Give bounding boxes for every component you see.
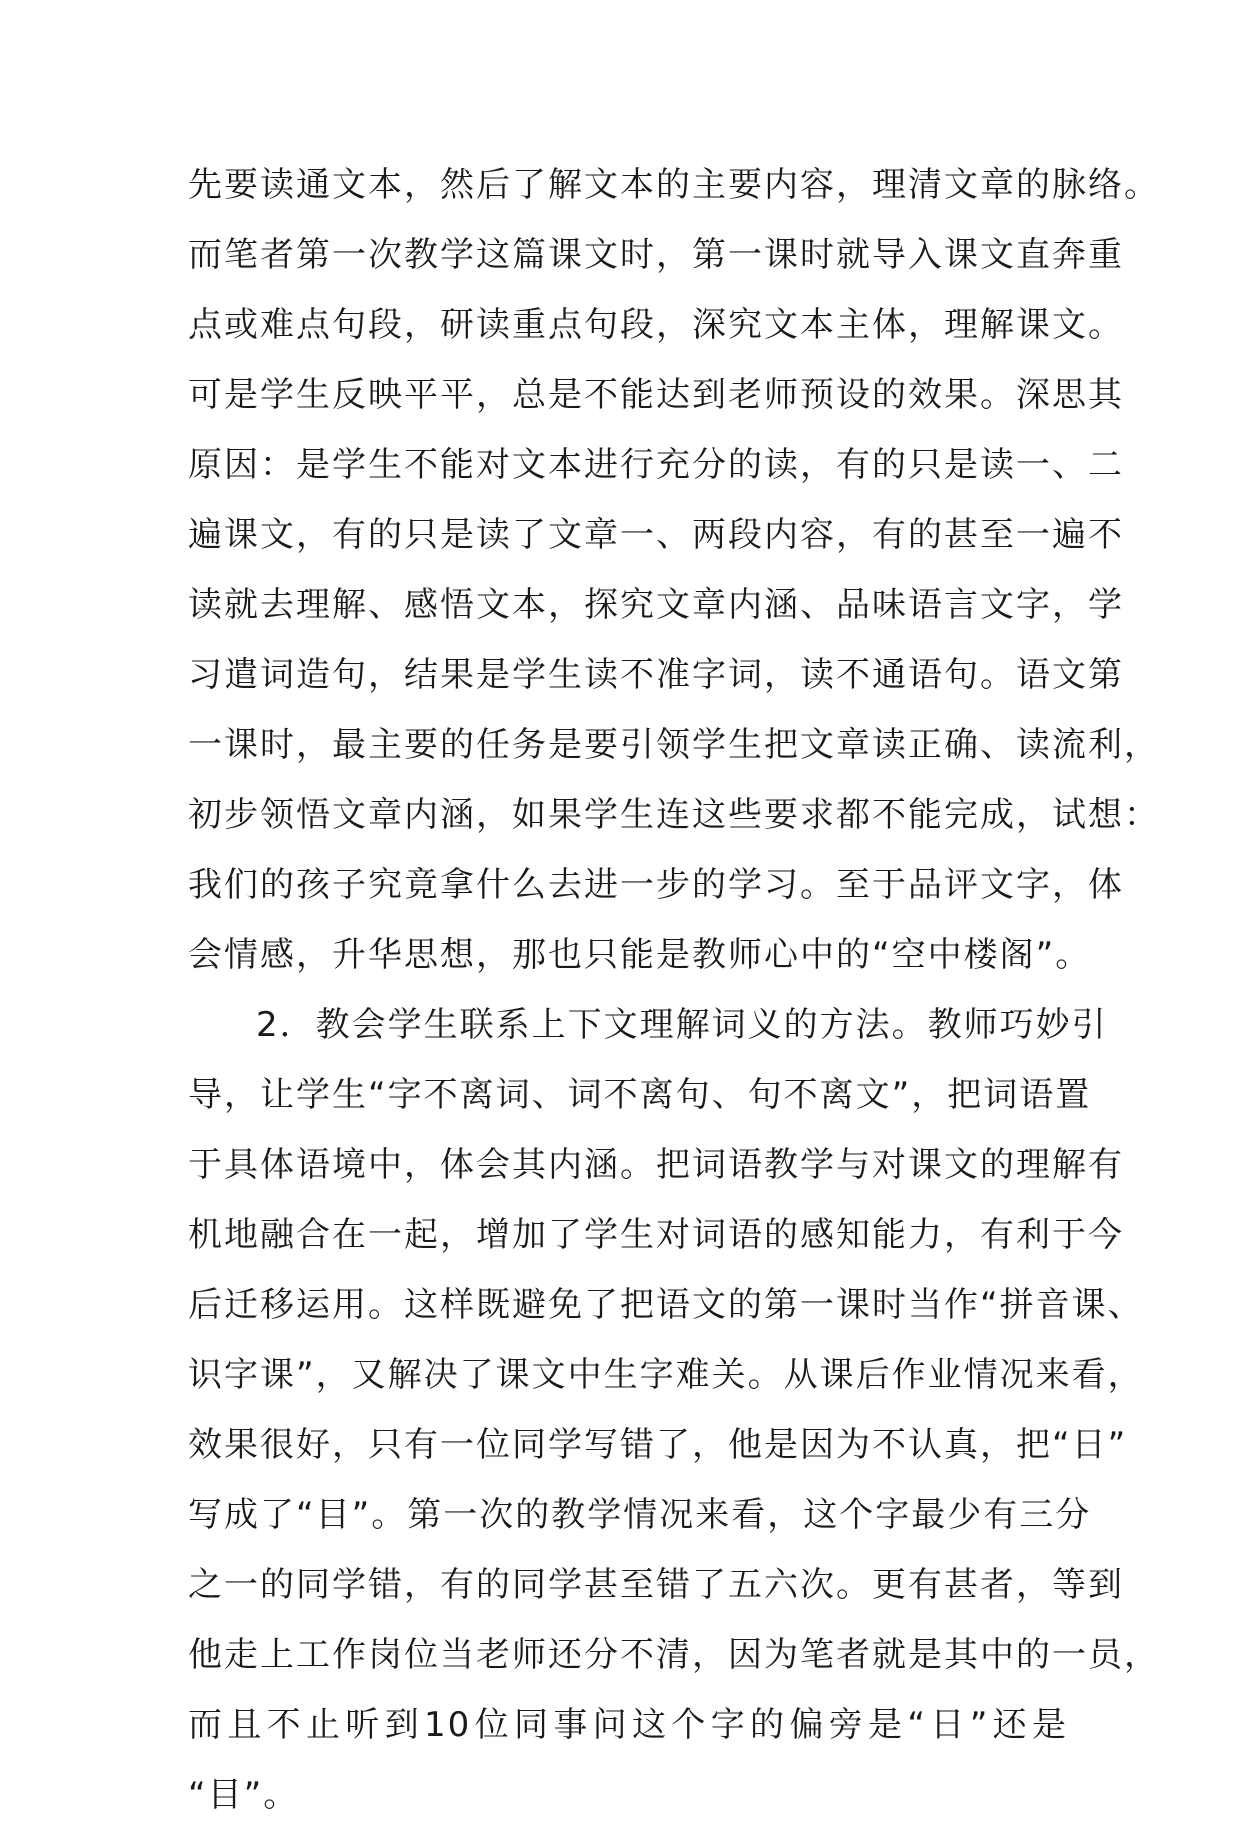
text-line: 会情感，升华思想，那也只能是教师心中的“空中楼阁”。 <box>188 935 1092 975</box>
text-line: 之一的同学错，有的同学甚至错了五六次。更有甚者，等到 <box>188 1565 1124 1605</box>
text-line: 原因：是学生不能对文本进行充分的读，有的只是读一、二 <box>188 445 1124 485</box>
text-line: 于具体语境中，体会其内涵。把词语教学与对课文的理解有 <box>188 1145 1124 1185</box>
text-line: 机地融合在一起，增加了学生对词语的感知能力，有利于今 <box>188 1215 1124 1255</box>
text-line: 而且不止听到10位同事问这个字的偏旁是“日”还是 <box>188 1705 1068 1745</box>
text-line: 导，让学生“字不离词、词不离句、句不离文”，把词语置 <box>188 1075 1092 1115</box>
text-line: 初步领悟文章内涵，如果学生连这些要求都不能完成，试想： <box>188 795 1160 835</box>
text-line: 先要读通文本，然后了解文本的主要内容，理清文章的脉络。 <box>188 165 1160 205</box>
body-text <box>188 150 1160 1830</box>
text-line: 遍课文，有的只是读了文章一、两段内容，有的甚至一遍不 <box>188 515 1124 555</box>
text-line: 点或难点句段，研读重点句段，深究文本主体，理解课文。 <box>188 305 1124 345</box>
text-line: 他走上工作岗位当老师还分不清，因为笔者就是其中的一员， <box>188 1635 1160 1675</box>
text-line: 后迁移运用。这样既避免了把语文的第一课时当作“拼音课、 <box>188 1285 1144 1325</box>
text-line: 习遣词造句，结果是学生读不准字词，读不通语句。语文第 <box>188 655 1124 695</box>
text-line: 一课时，最主要的任务是要引领学生把文章读正确、读流利， <box>188 725 1160 765</box>
paragraph-start-line: 2．教会学生联系上下文理解词义的方法。教师巧妙引 <box>256 1005 1108 1045</box>
text-line: 识字课”，又解决了课文中生字难关。从课后作业情况来看， <box>188 1355 1144 1395</box>
text-line: 读就去理解、感悟文本，探究文章内涵、品味语言文字，学 <box>188 585 1124 625</box>
text-line: 我们的孩子究竟拿什么去进一步的学习。至于品评文字，体 <box>188 865 1124 905</box>
text-line: 写成了“目”。第一次的教学情况来看，这个字最少有三分 <box>188 1495 1092 1535</box>
text-line: 效果很好，只有一位同学写错了，他是因为不认真，把“日” <box>188 1425 1128 1465</box>
text-line: 而笔者第一次教学这篇课文时，第一课时就导入课文直奔重 <box>188 235 1124 275</box>
text-line: “目”。 <box>188 1775 300 1815</box>
text-line: 可是学生反映平平，总是不能达到老师预设的效果。深思其 <box>188 375 1124 415</box>
